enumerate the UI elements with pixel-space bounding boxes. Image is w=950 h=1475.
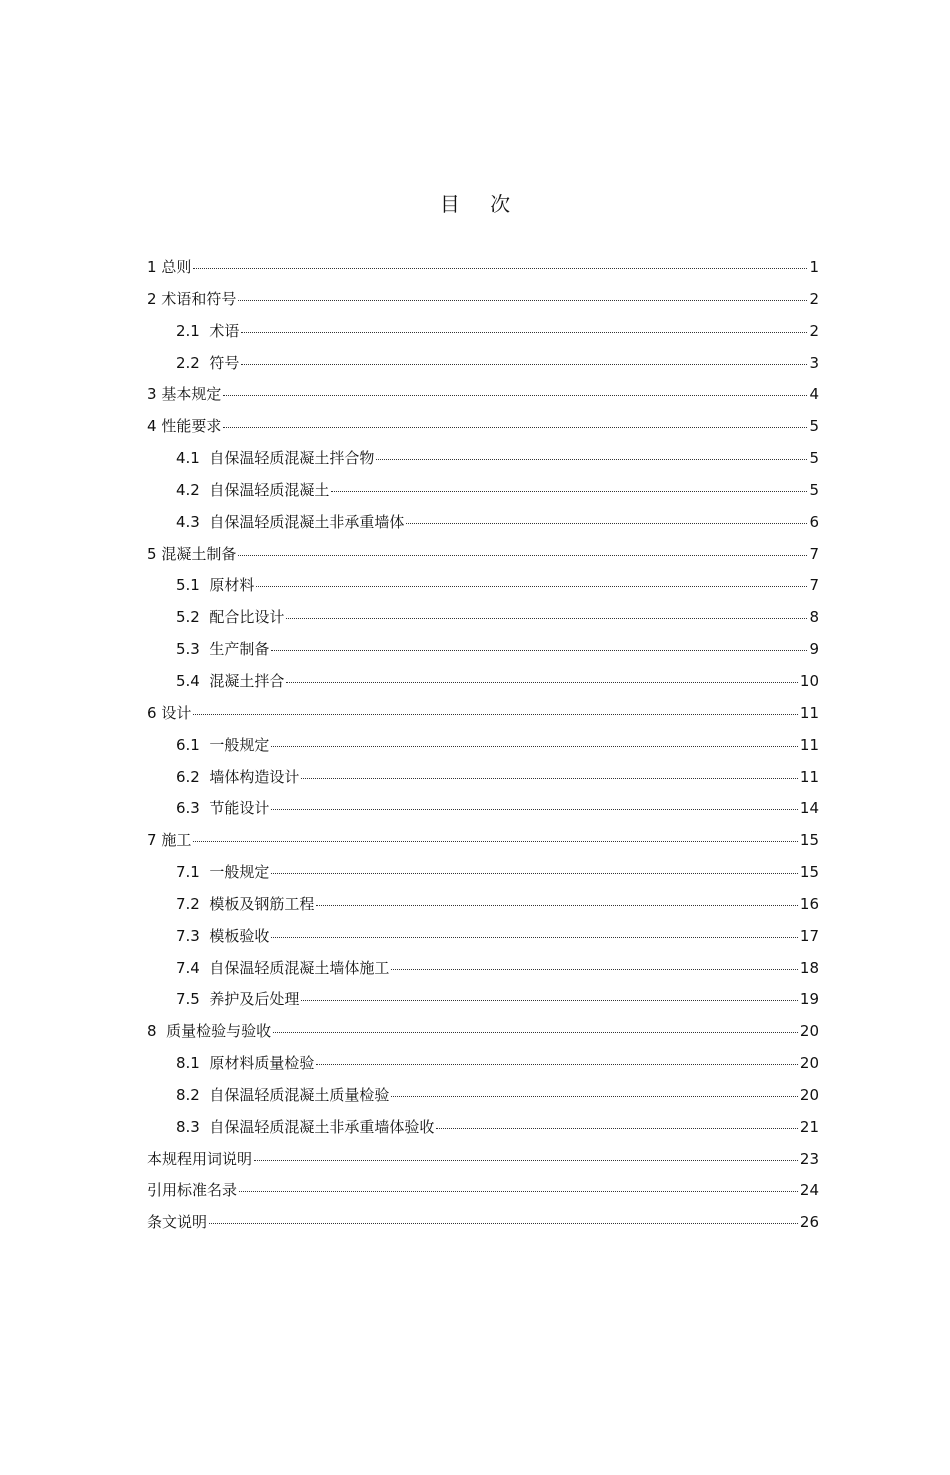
toc-entry-title: 基本规定 <box>161 385 222 404</box>
toc-entry-title: 原材料 <box>209 576 255 595</box>
toc-entry-page: 20 <box>799 1022 819 1041</box>
toc-entry-number: 5.4 <box>176 671 210 690</box>
toc-entry[interactable] <box>147 1207 819 1239</box>
dot-leader <box>223 395 807 396</box>
toc-entry-number: 7.5 <box>176 990 210 1009</box>
dot-leader <box>436 1128 797 1129</box>
toc-entry-title: 养护及后处理 <box>209 990 300 1009</box>
toc-entry[interactable] <box>147 793 819 825</box>
dot-leader <box>238 555 807 556</box>
toc-entry-page: 5 <box>809 417 819 436</box>
toc-entry-number: 8.3 <box>176 1117 210 1136</box>
toc-entry-title: 符号 <box>209 353 240 372</box>
toc-entry-number: 8 <box>147 1022 167 1041</box>
toc-entry-title: 质量检验与验收 <box>166 1022 272 1041</box>
toc-entry-page: 20 <box>799 1054 819 1073</box>
toc-entry-page: 2 <box>809 321 819 340</box>
toc-entry-page: 9 <box>809 640 819 659</box>
toc-entry-page: 21 <box>799 1117 819 1136</box>
dot-leader <box>209 1223 798 1224</box>
dot-leader <box>316 905 797 906</box>
toc-entry-page: 2 <box>809 289 819 308</box>
toc-entry-number: 4.2 <box>176 480 210 499</box>
toc-entry-title: 本规程用词说明 <box>147 1149 253 1168</box>
toc-entry-page: 18 <box>799 958 819 977</box>
toc-entry[interactable] <box>147 825 819 857</box>
toc-entry-title: 配合比设计 <box>209 608 285 627</box>
toc-entry-page: 11 <box>799 735 819 754</box>
toc-entry-title: 自保温轻质混凝土拌合物 <box>209 449 375 468</box>
toc-entry-number: 4.3 <box>176 512 210 531</box>
toc-entry-title: 条文说明 <box>147 1213 208 1232</box>
toc-entry[interactable] <box>147 762 819 794</box>
toc-entry[interactable] <box>147 634 819 666</box>
toc-entry-number: 2.2 <box>176 353 210 372</box>
toc-entry-number: 3 <box>147 385 162 404</box>
toc-entry[interactable] <box>147 889 819 921</box>
toc-entry[interactable] <box>147 379 819 411</box>
toc-entry-number: 5.1 <box>176 576 210 595</box>
toc-entry-page: 17 <box>799 926 819 945</box>
toc-entry-page: 26 <box>799 1213 819 1232</box>
toc-entry-number: 8.2 <box>176 1085 210 1104</box>
toc-entry[interactable] <box>147 539 819 571</box>
toc-entry-title: 自保温轻质混凝土墙体施工 <box>209 958 390 977</box>
toc-entry[interactable] <box>147 1112 819 1144</box>
toc-entry-number: 7.2 <box>176 894 210 913</box>
toc-entry-page: 5 <box>809 449 819 468</box>
toc-entry-title: 自保温轻质混凝土非承重墙体 <box>209 512 405 531</box>
toc-entry[interactable] <box>147 348 819 380</box>
toc-entry-title: 模板及钢筋工程 <box>209 894 315 913</box>
toc-entry-title: 自保温轻质混凝土非承重墙体验收 <box>209 1117 435 1136</box>
toc-entry-title: 混凝土拌合 <box>209 671 285 690</box>
toc-entry-number: 7.4 <box>176 958 210 977</box>
toc-entry-title: 生产制备 <box>209 640 270 659</box>
toc-entry[interactable] <box>147 857 819 889</box>
toc-entry-page: 1 <box>809 258 819 276</box>
toc-entry[interactable] <box>147 475 819 507</box>
toc-entry-number: 4 <box>147 417 162 436</box>
dot-leader <box>376 459 807 460</box>
toc-entry-title: 一般规定 <box>209 863 270 882</box>
toc-entry[interactable] <box>147 1175 819 1207</box>
toc-entry-page: 23 <box>799 1149 819 1168</box>
dot-leader <box>286 682 797 683</box>
toc-entry-number: 8.1 <box>176 1054 210 1073</box>
toc-entry-title: 原材料质量检验 <box>209 1054 315 1073</box>
toc-entry-number: 7.1 <box>176 863 210 882</box>
toc-entry-page: 8 <box>809 608 819 627</box>
toc-entry-number: 7 <box>147 831 162 850</box>
toc-entry-page: 7 <box>809 576 819 595</box>
toc-entry-page: 19 <box>799 990 819 1009</box>
dot-leader <box>273 1032 798 1033</box>
toc-entry[interactable] <box>147 666 819 698</box>
toc-entry-title: 总则 <box>161 258 192 276</box>
toc-entry[interactable] <box>147 252 819 284</box>
toc-entry[interactable] <box>147 1080 819 1112</box>
dot-leader <box>256 586 807 587</box>
toc-entry-page: 16 <box>799 894 819 913</box>
dot-leader <box>406 523 807 524</box>
toc-entry-title: 墙体构造设计 <box>209 767 300 786</box>
toc-entry[interactable] <box>147 730 819 762</box>
dot-leader <box>271 873 797 874</box>
toc-entry-page: 24 <box>799 1181 819 1200</box>
toc-entry-title: 术语和符号 <box>161 289 237 308</box>
toc-entry-page: 15 <box>799 831 819 850</box>
toc-entry[interactable] <box>147 411 819 443</box>
toc-entry[interactable] <box>147 570 819 602</box>
dot-leader <box>391 1096 797 1097</box>
toc-entry-page: 11 <box>799 767 819 786</box>
toc-entry-number: 6.3 <box>176 799 210 818</box>
dot-leader <box>193 841 798 842</box>
toc-entry[interactable] <box>147 443 819 475</box>
toc-entry-title: 一般规定 <box>209 735 270 754</box>
dot-leader <box>271 650 807 651</box>
toc-entry[interactable] <box>147 953 819 985</box>
toc-entry-number: 1 <box>147 258 162 276</box>
toc-entry[interactable] <box>147 284 819 316</box>
toc-entry-number: 5.3 <box>176 640 210 659</box>
toc-entry-title: 性能要求 <box>161 417 222 436</box>
toc-entry-title: 施工 <box>161 831 192 850</box>
dot-leader <box>286 618 807 619</box>
toc-entry-page: 6 <box>809 512 819 531</box>
toc-entry-title: 节能设计 <box>209 799 270 818</box>
toc-entry-number: 6.1 <box>176 735 210 754</box>
toc-entry-page: 10 <box>799 671 819 690</box>
toc-entry-title: 引用标准名录 <box>147 1181 238 1200</box>
dot-leader <box>239 1191 798 1192</box>
dot-leader <box>223 427 807 428</box>
toc-entry[interactable] <box>147 1016 819 1048</box>
toc-entry[interactable] <box>147 921 819 953</box>
dot-leader <box>238 300 807 301</box>
toc-entry-number: 7.3 <box>176 926 210 945</box>
toc-entry-page: 5 <box>809 480 819 499</box>
toc-entry-page: 15 <box>799 863 819 882</box>
toc-entry-number: 2.1 <box>176 321 210 340</box>
dot-leader <box>301 1000 797 1001</box>
toc-entry-number: 6.2 <box>176 767 210 786</box>
toc-entry-page: 14 <box>799 799 819 818</box>
dot-leader <box>271 746 797 747</box>
toc-entry[interactable] <box>147 1144 819 1176</box>
page-title: 目 次 <box>439 192 523 216</box>
toc-entry[interactable] <box>147 316 819 348</box>
dot-leader <box>301 778 797 779</box>
toc-entry-title: 混凝土制备 <box>161 544 237 563</box>
toc-entry[interactable] <box>147 1048 819 1080</box>
toc-entry[interactable] <box>147 984 819 1016</box>
dot-leader <box>271 937 797 938</box>
dot-leader <box>193 268 807 269</box>
toc-entry[interactable] <box>147 698 819 730</box>
toc-entry-title: 模板验收 <box>209 926 270 945</box>
toc-entry[interactable] <box>147 507 819 539</box>
toc-entry[interactable] <box>147 602 819 634</box>
toc-entry-page: 4 <box>809 385 819 404</box>
toc-entry-page: 20 <box>799 1085 819 1104</box>
toc-entry-page: 3 <box>809 353 819 372</box>
toc-entry-number: 5.2 <box>176 608 210 627</box>
dot-leader <box>271 809 797 810</box>
toc-entry-title: 设计 <box>161 703 192 722</box>
dot-leader <box>193 714 798 715</box>
toc-entry-number: 5 <box>147 544 162 563</box>
toc-entry-title: 术语 <box>209 321 240 340</box>
toc-entry-page: 11 <box>799 703 819 722</box>
toc-entry-page: 7 <box>809 544 819 563</box>
dot-leader <box>241 332 807 333</box>
dot-leader <box>331 491 807 492</box>
toc-entry-title: 自保温轻质混凝土 <box>209 480 330 499</box>
dot-leader <box>391 969 797 970</box>
dot-leader <box>254 1160 798 1161</box>
dot-leader <box>241 364 807 365</box>
toc-entry-number: 2 <box>147 289 162 308</box>
dot-leader <box>316 1064 797 1065</box>
table-of-contents <box>147 252 819 1239</box>
toc-entry-number: 6 <box>147 703 162 722</box>
toc-entry-title: 自保温轻质混凝土质量检验 <box>209 1085 390 1104</box>
toc-entry-number: 4.1 <box>176 449 210 468</box>
